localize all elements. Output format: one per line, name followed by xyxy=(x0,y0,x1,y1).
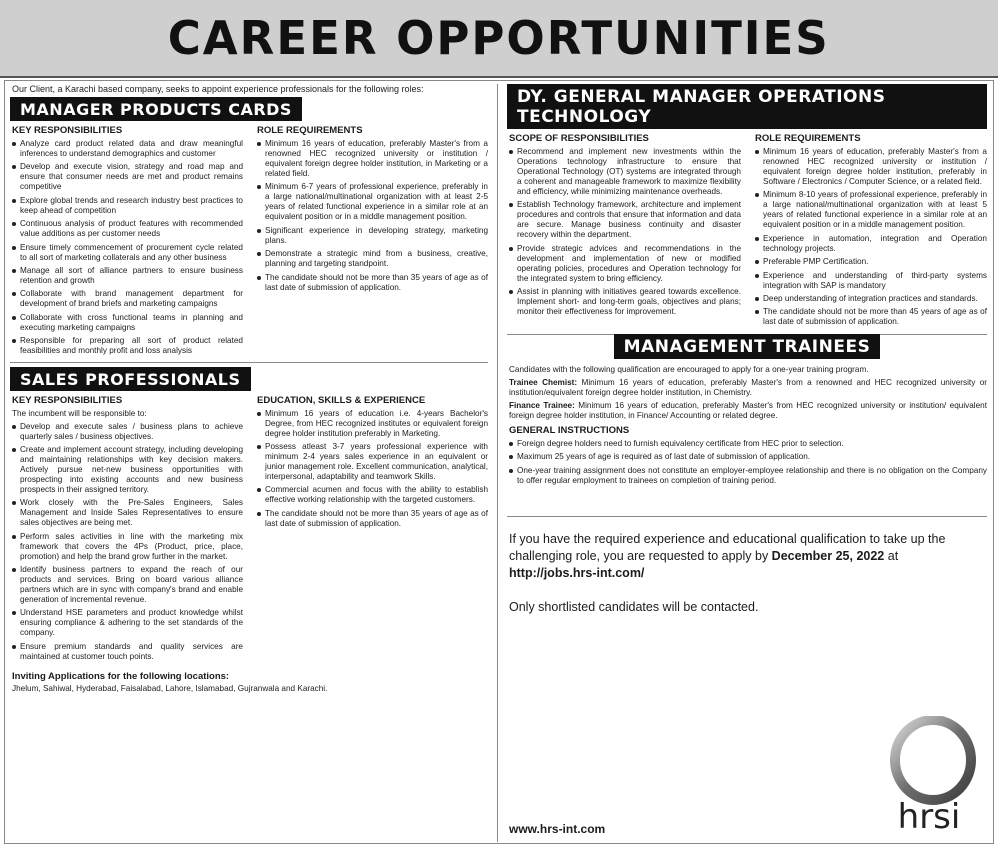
column-divider xyxy=(497,84,498,842)
shortlist-text: Only shortlisted candidates will be contacted. xyxy=(509,599,759,614)
trainee-chemist-text: Minimum 16 years of education, preferably Master's from a renowned and HEC recognized university or institution/equivalent foreign degree holder institution, in Chemistry. xyxy=(509,377,987,397)
list-item: Provide strategic advices and recommendations in the development and implementation of new or modified operating policies, procedures and Operation technology for the integrated system to bring efficiency. xyxy=(517,243,741,283)
list-item: Minimum 8-10 years of professional experience, preferably in a large national/multinational organization with at least 5 years of related functional experience in a similar role at an equivalent position or in a middle management position. xyxy=(763,190,987,230)
dgm-banner: DY. GENERAL MANAGER OPERATIONS TECHNOLOGY xyxy=(507,84,987,129)
sales-edu-heading: EDUCATION, SKILLS & EXPERIENCE xyxy=(257,394,426,406)
locations-text: Jhelum, Sahiwal, Hyderabad, Faisalabad, Lahore, Islamabad, Gujranwala and Karachi. xyxy=(12,684,328,694)
list-item: Minimum 16 years of education i.e. 4-years Bachelor's Degree, from HEC recognized institutes or equivalent foreign degree holder institution preferably in Marketing. xyxy=(265,408,488,438)
list-item: Significant experience in developing strategy, marketing plans. xyxy=(265,225,488,245)
list-item: Develop and execute sales / business plans to achieve quarterly sales / business objectives. xyxy=(20,421,243,441)
trainee-finance xyxy=(509,401,987,421)
list-item: Commercial acumen and focus with the ability to establish effective working relationship with the targeted customers. xyxy=(265,485,488,505)
general-heading: GENERAL INSTRUCTIONS xyxy=(509,424,630,436)
mp-req-list xyxy=(255,139,488,293)
website-link[interactable]: www.hrs-int.com xyxy=(509,822,606,836)
list-item: The candidate should not be more than 35 years of age as of last date of submission of application. xyxy=(265,508,488,528)
left-column xyxy=(10,84,488,842)
manager-products-section xyxy=(10,121,488,360)
sales-resp-heading: KEY RESPONSIBILITIES xyxy=(12,394,123,406)
sales-resp-intro: The incumbent will be responsible to: xyxy=(12,408,147,418)
list-item: Experience and understanding of third-party systems integration with SAP is mandatory xyxy=(763,270,987,290)
list-item: Perform sales activities in line with the marketing mix framework that covers the 4Ps (Product, price, place, promotion) and help the brand grow further in the market. xyxy=(20,531,243,561)
list-item: Work closely with the Pre-Sales Engineers, Sales Management and Inside Sales Representatives to ensure sales objectives are being met. xyxy=(20,498,243,528)
list-item: One-year training assignment does not constitute an employer-employee relationship and there is no obligation on the Company to offer regular employment to trainees on completion of training period. xyxy=(517,465,987,485)
list-item: The candidate should not be more than 35 years of age as of last date of submission of application. xyxy=(265,272,488,292)
list-item: Analyze card product related data and draw meaningful inferences to understand demographics and customer xyxy=(20,139,243,158)
apply-at: at xyxy=(884,548,899,563)
dgm-section xyxy=(507,129,987,331)
trainees-banner: MANAGEMENT TRAINEES xyxy=(614,334,881,359)
apply-date: December 25, 2022 xyxy=(771,548,885,563)
list-item: Explore global trends and research industry best practices to keep ahead of competition xyxy=(20,195,243,215)
trainee-chemist-label: Trainee Chemist: xyxy=(509,377,578,387)
list-item: Minimum 6-7 years of professional experience, preferably in a large national/multinational organization with at least 2-5 years of related functional experience in a similar role at an equivalent position or in a middle management position. xyxy=(265,182,488,222)
list-item: Identify business partners to expand the reach of our products and services. Bring on board various alliance partners which are in sync with company's brand and enable generation of incremental revenue. xyxy=(20,565,243,605)
mp-req-heading: ROLE REQUIREMENTS xyxy=(257,125,363,136)
list-item: Minimum 16 years of education, preferably Master's from a renowned HEC recognized university or institution / equivalent foreign degree holder institution, in Marketing or a related field. xyxy=(265,139,488,178)
list-item: Continuous analysis of product features with recommended value additions as per customer needs xyxy=(20,219,243,239)
list-item: Possess atleast 3-7 years professional experience with minimum 2-4 years sales experience in an equivalent or junior management role. Excellent communication, analytical, interpersonal, adaptability and teamwork Skills. xyxy=(265,441,488,481)
sales-resp-list xyxy=(10,422,243,662)
list-item: Manage all sort of alliance partners to ensure business retention and growth xyxy=(20,265,243,285)
intro-text: Our Client, a Karachi based company, seeks to appoint experience professionals for the following roles: xyxy=(12,84,424,94)
list-item: Deep understanding of integration practices and standards. xyxy=(763,294,987,304)
list-item: Minimum 16 years of education, preferably Master's from a renowned HEC recognized university or institution / equivalent foreign degree holder institution, preferably in Software / Electronics / Computer Science, or a related field. xyxy=(763,147,987,186)
list-item: Recommend and implement new investments within the Operations technology infrastructure to ensure that Operational Technology (OT) systems are integrated through a coherent and manageable framework to maximize flexibility and efficiency, while minimizing maintenance overheads. xyxy=(517,147,741,196)
page-title: CAREER OPPORTUNITIES xyxy=(168,11,830,65)
dgm-req-heading: ROLE REQUIREMENTS xyxy=(755,133,861,144)
hrsi-logo-icon xyxy=(877,716,981,836)
sales-section xyxy=(10,391,488,666)
list-item: Understand HSE parameters and product knowledge whilst ensuring compliance & adhering to the set standards of the company. xyxy=(20,608,243,638)
list-item: Develop and execute vision, strategy and road map and ensure that consumer needs are met and product remains competitive xyxy=(20,162,243,192)
apply-text xyxy=(509,531,987,582)
list-item: Demonstrate a strategic mind from a business, creative, planning and targeting standpoint. xyxy=(265,249,488,269)
trainee-finance-label: Finance Trainee: xyxy=(509,400,575,410)
list-item: Experience in automation, integration and Operation technology projects. xyxy=(763,233,987,253)
list-item: Ensure premium standards and quality services are maintained at customer touch points. xyxy=(20,641,243,661)
trainees-intro: Candidates with the following qualification are encouraged to apply for a one-year training program. xyxy=(509,364,869,374)
list-item: Foreign degree holders need to furnish equivalency certificate from HEC prior to selection. xyxy=(517,439,987,449)
mp-resp-list xyxy=(10,139,243,356)
list-item: Create and implement account strategy, including developing and maintaining relationships with key decision makers. Actively pursue net-new business opportunities with prospecting into existing accounts and new business prospects in their assigned territory. xyxy=(20,444,243,494)
general-list xyxy=(507,439,987,486)
list-item: Collaborate with brand management department for development of brand briefs and marketing campaigns xyxy=(20,289,243,309)
title-bar xyxy=(0,0,998,78)
dgm-scope-list xyxy=(507,147,741,317)
trainee-finance-text: Minimum 16 years of education, preferably Master's from HEC recognized university or institution/ equivalent foreign degree holder institution, in Finance/ Accounting or related degree. xyxy=(509,400,987,420)
list-item: The candidate should not be more than 45 years of age as of last date of submission of application. xyxy=(763,307,987,327)
list-item: Maximum 25 years of age is required as of last date of submission of application. xyxy=(517,452,987,462)
sales-banner: SALES PROFESSIONALS xyxy=(10,367,251,391)
logo-text: hrsi xyxy=(897,797,961,836)
sales-edu-list xyxy=(255,409,488,529)
dgm-req-list xyxy=(753,147,987,327)
apply-line: If you have the required experience and educational qualification to take up the challenging role, you are requested to apply by xyxy=(509,531,946,563)
right-column xyxy=(507,84,987,842)
apply-url[interactable]: http://jobs.hrs-int.com/ xyxy=(509,565,645,580)
mp-resp-heading: KEY RESPONSIBILITIES xyxy=(12,125,123,136)
manager-products-banner: MANAGER PRODUCTS CARDS xyxy=(10,97,302,121)
list-item: Establish Technology framework, architecture and implement procedures and controls that ensure that information and data are secure. Manage business continuity and disaster recovery within the department. xyxy=(517,200,741,240)
locations-heading: Inviting Applications for the following locations: xyxy=(12,671,230,683)
list-item: Assist in planning with initiatives geared towards excellence. Implement short- and long-term goals, objectives and plans; monitor their effectiveness for improvement. xyxy=(517,287,741,317)
list-item: Responsible for preparing all sort of product related feasibilities and monthly profit and loss analysis xyxy=(20,336,243,356)
dgm-scope-heading: SCOPE OF RESPONSIBILITIES xyxy=(509,133,649,144)
list-item: Preferable PMP Certification. xyxy=(763,257,987,267)
hrsi-logo xyxy=(877,716,981,836)
list-item: Ensure timely commencement of procurement cycle related to all sort of marketing collaterals and any other business xyxy=(20,242,243,262)
list-item: Collaborate with cross functional teams in planning and executing marketing campaigns xyxy=(20,312,243,332)
trainee-chemist xyxy=(509,378,987,398)
